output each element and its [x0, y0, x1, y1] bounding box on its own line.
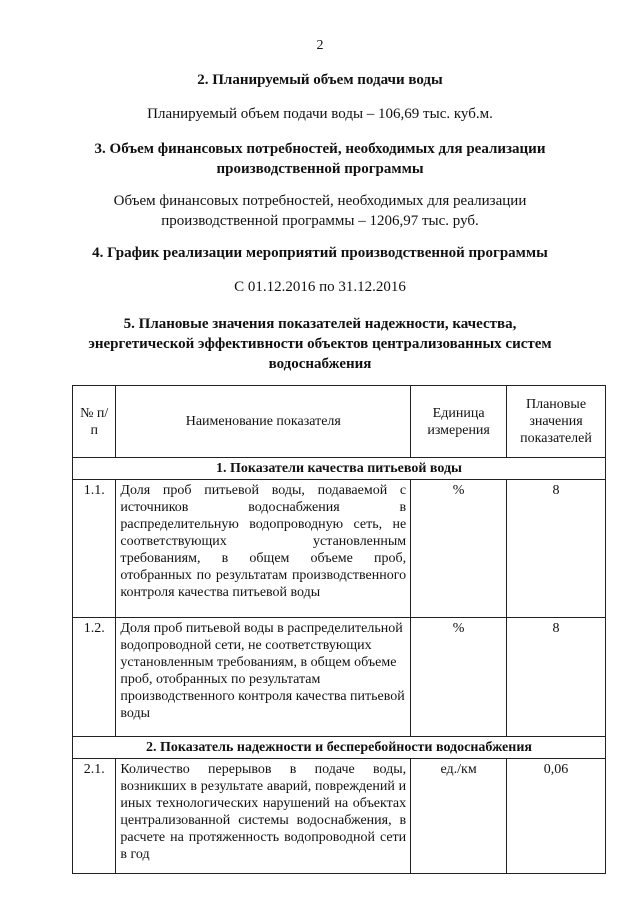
- section-4-text: С 01.12.2016 по 31.12.2016: [234, 279, 406, 295]
- section-5-title: [60, 314, 580, 374]
- table-header-row: [73, 386, 606, 458]
- row-2-1-name: Количество перерывов в подаче воды, возникших в результате аварий, повреждений и иных технологических нарушений на объектах централизованной системы водоснабжения, в расчете на протяженность водопроводной сети в год: [116, 759, 411, 874]
- row-1-2-num: 1.2.: [73, 618, 116, 737]
- row-2-1-num: 2.1.: [73, 759, 116, 874]
- row-1-2-name: Доля проб питьевой воды в распределительной водопроводной сети, не соответствующих установленным требованиям, в общем объеме проб, отобранных по результатам производственного контроля качества питьевой воды: [116, 618, 411, 737]
- row-1-1-plan: 8: [507, 480, 606, 618]
- group-header-reliability: [73, 737, 606, 759]
- section-3-title-line2: производственной программы: [216, 161, 424, 177]
- row-1-2-plan: 8: [507, 618, 606, 737]
- section-3-text-line1: Объем финансовых потребностей, необходимых для реализации: [113, 193, 527, 209]
- group-2-title: 2. Показатель надежности и бесперебойности водоснабжения: [73, 737, 606, 759]
- section-3-text-line2: производственной программы – 1206,97 тыс. руб.: [161, 213, 479, 229]
- header-num: № п/п: [73, 386, 116, 458]
- section-4-title: 4. График реализации мероприятий производственной программы: [92, 245, 548, 261]
- row-2-1-unit: ед./км: [411, 759, 507, 874]
- section-5-title-line1: 5. Плановые значения показателей надежности, качества,: [123, 316, 517, 332]
- section-5-title-line2: энергетической эффективности объектов централизованных систем: [88, 336, 552, 352]
- group-1-title: 1. Показатели качества питьевой воды: [73, 458, 606, 480]
- section-2-text: Планируемый объем подачи воды – 106,69 тыс. куб.м.: [147, 106, 493, 122]
- section-3-title-line1: 3. Объем финансовых потребностей, необходимых для реализации: [94, 141, 546, 157]
- section-3-title: [60, 139, 580, 179]
- section-3-text: [60, 191, 580, 231]
- section-2-title: 2. Планируемый объем подачи воды: [197, 72, 443, 88]
- header-name: Наименование показателя: [116, 386, 411, 458]
- table-row: [73, 618, 606, 737]
- row-2-1-plan: 0,06: [507, 759, 606, 874]
- table-row: [73, 480, 606, 618]
- header-plan: Плановые значения показателей: [507, 386, 606, 458]
- header-unit: Единица измерения: [411, 386, 507, 458]
- section-5-title-line3: водоснабжения: [268, 356, 372, 372]
- indicators-table: [72, 385, 606, 874]
- page-number: 2: [316, 38, 324, 53]
- row-1-1-num: 1.1.: [73, 480, 116, 618]
- row-1-1-name: Доля проб питьевой воды, подаваемой с источников водоснабжения в распределительную водопроводную сеть, не соответствующих установленным требованиям, в общем объеме проб, отобранных по результатам производственного контроля качества питьевой воды: [116, 480, 411, 618]
- row-1-2-unit: %: [411, 618, 507, 737]
- group-header-quality: [73, 458, 606, 480]
- table-row: [73, 759, 606, 874]
- row-1-1-unit: %: [411, 480, 507, 618]
